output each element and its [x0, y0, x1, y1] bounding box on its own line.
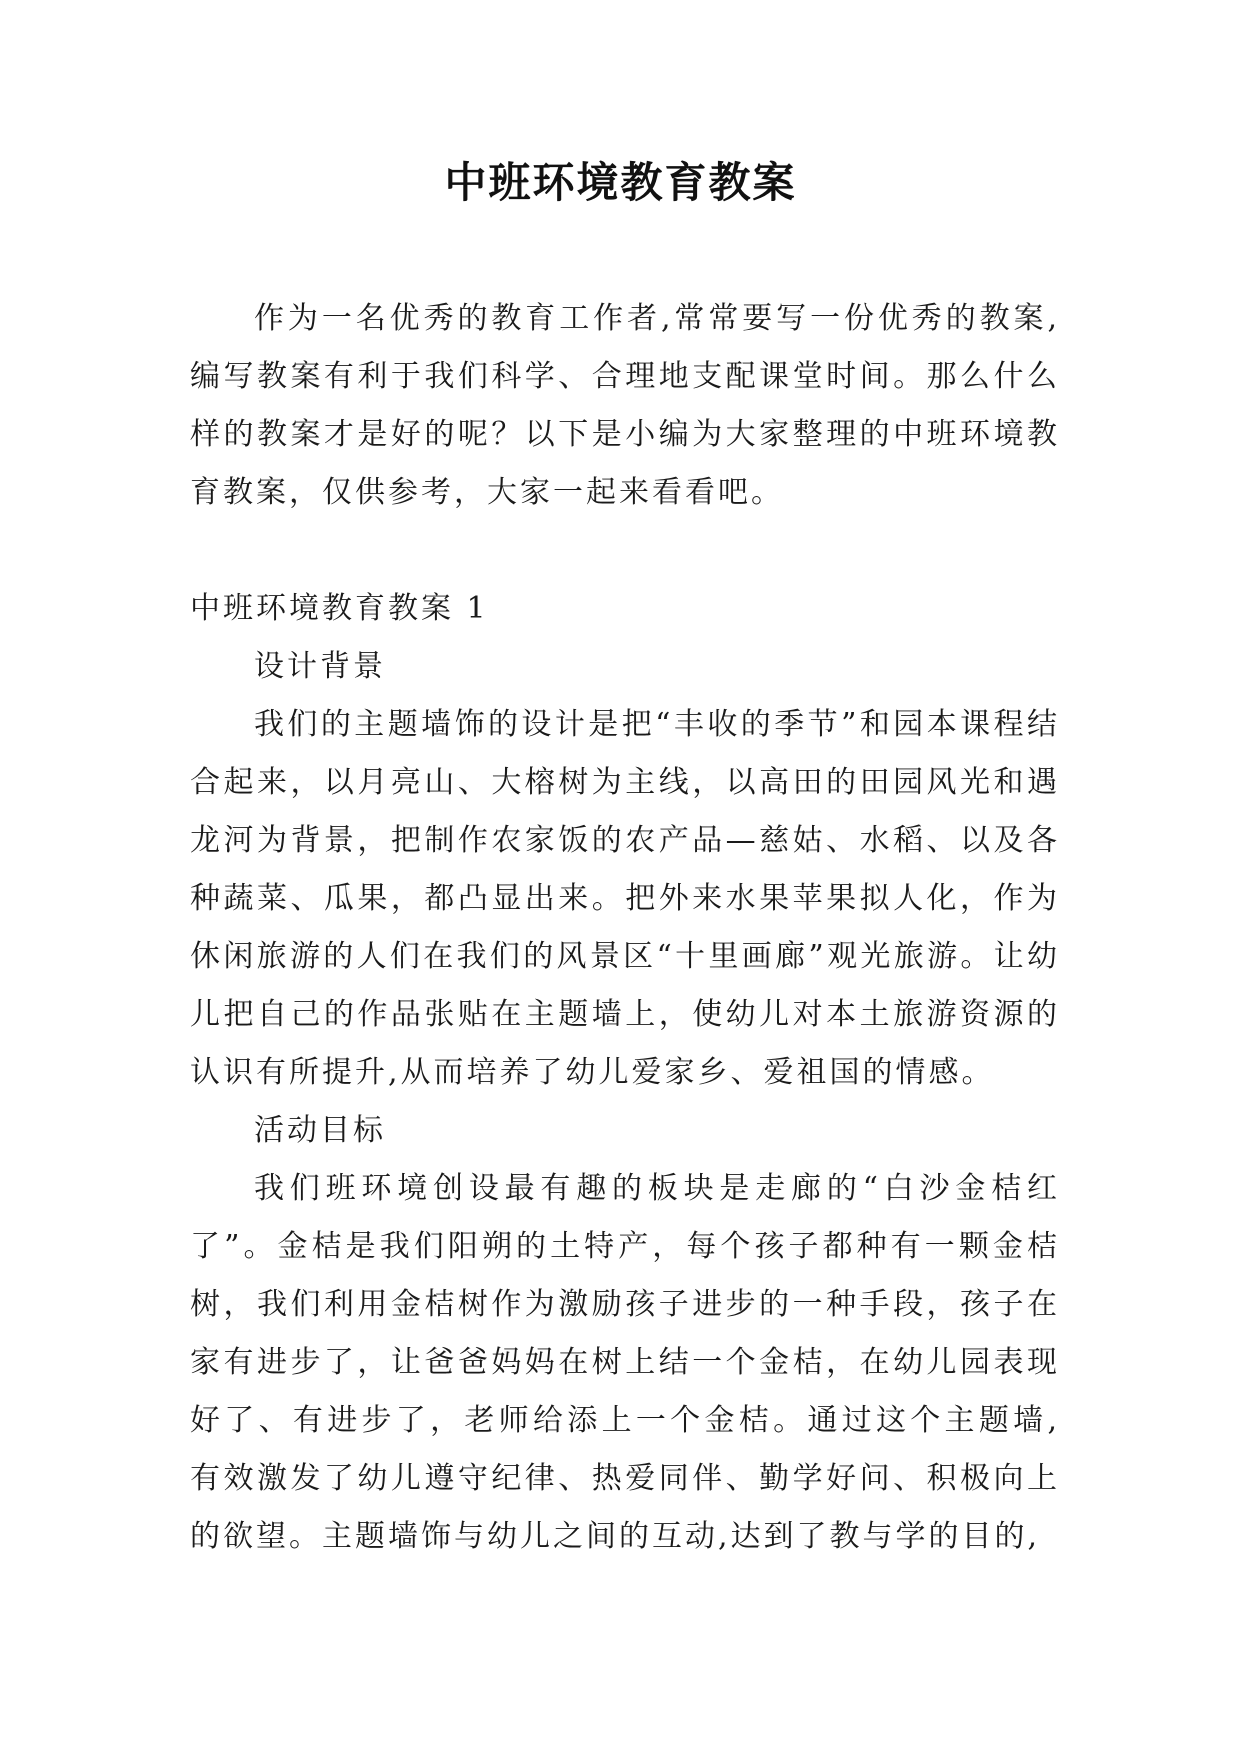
paragraph-design-background: 我们的主题墙饰的设计是把“丰收的季节”和园本课程结合起来，以月亮山、大榕树为主线，以高田的田园风光和遇龙河为背景，把制作农家饭的农产品—慈姑、水稻、以及各种蔬菜、瓜果，都凸显出来。把外来水果苹果拟人化，作为休闲旅游的人们在我们的风景区“十里画廊”观光旅游。让幼儿把自己的作品张贴在主题墙上，使幼儿对本土旅游资源的认识有所提升,从而培养了幼儿爱家乡、爱祖国的情感。 — [190, 707, 1060, 1090]
subhead-design-background: 设计背景 — [254, 649, 386, 684]
paragraph-activity-goals: 我们班环境创设最有趣的板块是走廊的“白沙金桔红了”。金桔是我们阳朔的土特产，每个孩子都种有一颗金桔树，我们利用金桔树作为激励孩子进步的一种手段，孩子在家有进步了，让爸爸妈妈在树上结一个金桔，在幼儿园表现好了、有进步了，老师给添上一个金桔。通过这个主题墙,有效激发了幼儿遵守纪律、热爱同伴、勤学好问、积极向上的欲望。主题墙饰与幼儿之间的互动,达到了教与学的目的, — [190, 1171, 1060, 1554]
intro-paragraph: 作为一名优秀的教育工作者,常常要写一份优秀的教案,编写教案有利于我们科学、合理地支配课堂时间。那么什么样的教案才是好的呢？以下是小编为大家整理的中班环境教育教案，仅供参考，大家一起来看看吧。 — [190, 301, 1060, 510]
section-title: 中班环境教育教案 1 — [190, 591, 489, 626]
subhead-activity-goals: 活动目标 — [254, 1113, 386, 1148]
document-title: 中班环境教育教案 — [444, 158, 797, 207]
document-body — [190, 290, 1060, 1566]
